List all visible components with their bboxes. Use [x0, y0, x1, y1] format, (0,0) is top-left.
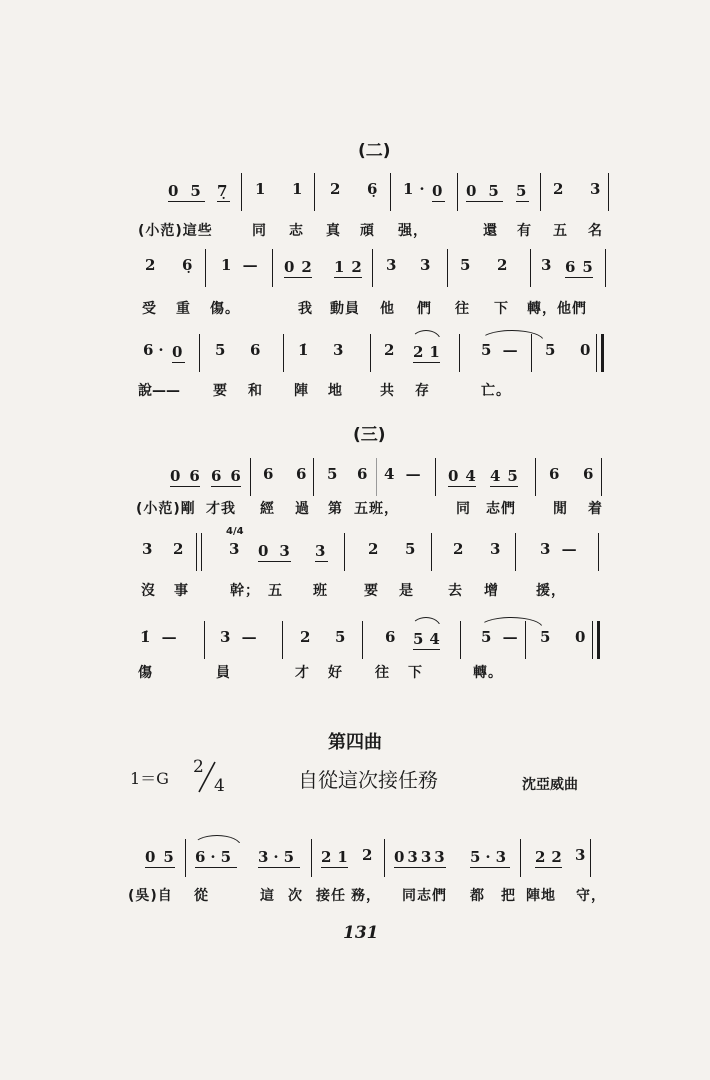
lyric: 員	[216, 665, 231, 681]
note-group: 65	[565, 258, 600, 276]
lyrics-row	[0, 662, 710, 682]
note: 3	[590, 180, 601, 198]
score-row	[0, 465, 710, 489]
tie	[479, 617, 543, 628]
note: 3 —	[540, 540, 580, 558]
barline	[205, 249, 206, 287]
barline	[457, 173, 458, 211]
lyric: 重	[176, 301, 191, 317]
tie	[480, 330, 544, 341]
barline	[199, 334, 200, 372]
barline	[204, 621, 205, 659]
barline	[460, 621, 461, 659]
lyric: 真	[326, 223, 341, 239]
note: 6	[385, 628, 396, 646]
lyric: 援，	[536, 583, 566, 599]
lyric: (吳)自	[128, 888, 173, 904]
note: 2	[368, 540, 379, 558]
barline	[311, 839, 312, 877]
note: 3	[575, 846, 586, 864]
composer: 沈亞威曲	[522, 777, 578, 793]
barline	[362, 621, 363, 659]
barline	[608, 173, 609, 211]
lyric: 陣地	[526, 888, 556, 904]
lyric: 傷	[138, 665, 153, 681]
score-row	[0, 628, 710, 652]
barline	[272, 249, 273, 287]
note-group: 05	[466, 182, 511, 200]
note-group: 21	[321, 848, 354, 866]
barline	[282, 621, 283, 659]
note: 2	[553, 180, 564, 198]
note: 6	[549, 465, 560, 483]
note: 3	[386, 256, 397, 274]
score-row	[0, 180, 710, 204]
barline	[525, 621, 526, 659]
note-group: 5	[516, 181, 529, 202]
note: 2	[453, 540, 464, 558]
lyrics-row	[0, 298, 710, 318]
lyrics-row	[0, 220, 710, 240]
lyric: 我	[298, 301, 313, 317]
lyric: (小范)剛	[136, 501, 196, 517]
note: 3	[490, 540, 501, 558]
barline	[435, 458, 436, 496]
time-signature: 4/4	[226, 526, 244, 537]
note-group: 66	[211, 467, 250, 485]
lyric: 第	[328, 501, 343, 517]
lyrics-row	[0, 498, 710, 518]
final-barline-thin	[592, 621, 593, 659]
lyric: 志們	[486, 501, 516, 517]
barline	[605, 249, 606, 287]
barline	[372, 249, 373, 287]
lyric: 次	[288, 888, 303, 904]
barline	[598, 533, 599, 571]
note: 5	[545, 341, 556, 359]
barline	[376, 458, 377, 496]
note: 6	[296, 465, 307, 483]
time-signature-top: 2	[193, 757, 204, 777]
slur	[411, 330, 441, 341]
note-group: 05	[145, 848, 182, 866]
lyric: 他	[380, 301, 395, 317]
note-group: 5·3	[470, 848, 512, 866]
lyric: 共	[380, 383, 395, 399]
lyric: 們	[417, 301, 432, 317]
note: 2	[145, 256, 156, 274]
lyric: 地	[328, 383, 343, 399]
note: 4 —	[384, 465, 424, 483]
lyric: 下	[408, 665, 423, 681]
lyric: 頑	[360, 223, 375, 239]
lyric: 才	[295, 665, 310, 681]
note-group: 02	[284, 258, 319, 276]
barline	[531, 334, 532, 372]
lyric: 幹；	[230, 583, 260, 599]
lyric: 受	[142, 301, 157, 317]
note: 6̣	[367, 180, 378, 198]
lyric: 從	[194, 888, 209, 904]
note-group: 3·5	[258, 848, 300, 866]
note: 2	[384, 341, 395, 359]
note-group: 45	[490, 467, 525, 485]
barline	[250, 458, 251, 496]
lyric: 動員	[330, 301, 360, 317]
lyric: 這	[260, 888, 275, 904]
note: 2	[330, 180, 341, 198]
lyric: 亡。	[481, 383, 511, 399]
note: 1̇ —	[140, 628, 180, 646]
lyric: 下	[494, 301, 509, 317]
barline	[384, 839, 385, 877]
barline	[241, 173, 242, 211]
note: 3	[420, 256, 431, 274]
barline	[313, 458, 314, 496]
lyric: 轉，他們	[527, 301, 587, 317]
note-group: 05	[168, 182, 213, 200]
lyric: 五	[553, 223, 568, 239]
barline	[590, 839, 591, 877]
lyric: 同	[252, 223, 267, 239]
note: 5 —	[481, 341, 521, 359]
note: 5	[327, 465, 338, 483]
lyric: 好	[328, 665, 343, 681]
page-number: 131	[343, 923, 379, 943]
lyric: 往	[375, 665, 390, 681]
note: 6	[583, 465, 594, 483]
lyric: 務，	[351, 888, 381, 904]
barline	[344, 533, 345, 571]
note: 3	[541, 256, 552, 274]
lyric: 把	[501, 888, 516, 904]
score-row	[0, 256, 710, 280]
note: 5	[215, 341, 226, 359]
lyric: 和	[248, 383, 263, 399]
note: 1·	[403, 180, 431, 198]
note: 6̣	[182, 256, 193, 274]
barline	[530, 249, 531, 287]
lyric: 要	[213, 383, 228, 399]
lyrics-row	[0, 380, 710, 400]
section-heading: (三)	[353, 425, 386, 445]
lyric: 志	[289, 223, 304, 239]
note: 3	[142, 540, 153, 558]
note-group: 0	[172, 342, 185, 363]
note: 3 —	[220, 628, 260, 646]
note: 1̇	[298, 341, 309, 359]
lyric: 都	[470, 888, 485, 904]
double-barline	[201, 533, 202, 571]
note-group: 0	[432, 181, 445, 202]
lyric: 同志們	[402, 888, 447, 904]
note: 5	[540, 628, 551, 646]
score-row	[0, 846, 710, 870]
final-barline-thick	[601, 334, 604, 372]
note: 1 —	[221, 256, 261, 274]
piece-number-title: 第四曲	[328, 732, 382, 753]
barline	[447, 249, 448, 287]
lyric: 同	[456, 501, 471, 517]
barline	[314, 173, 315, 211]
final-barline-thin	[596, 334, 597, 372]
lyric: 是	[399, 583, 414, 599]
slur	[411, 617, 441, 628]
lyric: 經	[260, 501, 275, 517]
lyric: 陣	[294, 383, 309, 399]
note: 6	[250, 341, 261, 359]
note-group: 22	[535, 848, 568, 866]
note: 5	[405, 540, 416, 558]
lyric: 轉。	[473, 665, 503, 681]
slur	[193, 835, 241, 846]
lyric: 過	[295, 501, 310, 517]
barline	[540, 173, 541, 211]
lyric: 强，	[398, 223, 428, 239]
barline	[459, 334, 460, 372]
note: 5 —	[481, 628, 521, 646]
section-heading: (二)	[358, 141, 391, 161]
note: 2	[497, 256, 508, 274]
lyric: (小范)這些	[138, 223, 213, 239]
note: 2	[173, 540, 184, 558]
lyric: 才我	[206, 501, 236, 517]
lyric: 着	[588, 501, 603, 517]
note: 1	[255, 180, 266, 198]
note: 5	[335, 628, 346, 646]
lyric: 還	[483, 223, 498, 239]
song-title: 自從這次接任務	[298, 768, 438, 792]
lyric: 沒	[141, 583, 156, 599]
note-group: 06	[170, 467, 209, 485]
lyric: 增	[484, 583, 499, 599]
barline	[601, 458, 602, 496]
note: 3	[229, 540, 240, 558]
lyric: 五	[268, 583, 283, 599]
lyric: 事	[174, 583, 189, 599]
lyric: 有	[517, 223, 532, 239]
lyric: 往	[455, 301, 470, 317]
key-signature: 1＝G	[130, 769, 169, 788]
barline	[431, 533, 432, 571]
note: 3	[333, 341, 344, 359]
note: 1	[292, 180, 303, 198]
double-barline	[196, 533, 197, 571]
lyrics-row	[0, 580, 710, 600]
note-group: 12	[334, 258, 369, 276]
note-group: 3	[315, 541, 328, 562]
note: 6·	[143, 341, 169, 359]
note: 0	[575, 628, 586, 646]
note-group: 0333	[394, 848, 448, 866]
barline	[390, 173, 391, 211]
time-signature-bottom: 4	[214, 776, 225, 796]
note: 6	[263, 465, 274, 483]
barline	[370, 334, 371, 372]
note-group: 04	[448, 467, 483, 485]
note-group: 7̣	[217, 181, 230, 202]
note: 2	[300, 628, 311, 646]
lyrics-row	[0, 885, 710, 905]
barline	[283, 334, 284, 372]
note-group: 03	[258, 542, 301, 560]
lyric: 班	[313, 583, 328, 599]
lyric: 接任	[316, 888, 346, 904]
note-group: 21	[413, 343, 446, 361]
note: 6	[357, 465, 368, 483]
note: 5	[460, 256, 471, 274]
barline	[515, 533, 516, 571]
lyric: 要	[364, 583, 379, 599]
lyric: 名	[588, 223, 603, 239]
lyric: 去	[448, 583, 463, 599]
lyric: 五班，	[354, 501, 399, 517]
score-row	[0, 341, 710, 365]
lyric: 存	[415, 383, 430, 399]
lyric: 閒	[553, 501, 568, 517]
final-barline-thick	[597, 621, 600, 659]
note: 0	[580, 341, 591, 359]
note: 2	[362, 846, 373, 864]
barline	[520, 839, 521, 877]
note-group: 6·5	[195, 848, 237, 866]
lyric: 傷。	[210, 301, 240, 317]
lyric: 說——	[138, 383, 180, 399]
score-row	[0, 540, 710, 564]
barline	[185, 839, 186, 877]
barline	[535, 458, 536, 496]
note-group: 54	[413, 630, 446, 648]
lyric: 守，	[576, 888, 606, 904]
